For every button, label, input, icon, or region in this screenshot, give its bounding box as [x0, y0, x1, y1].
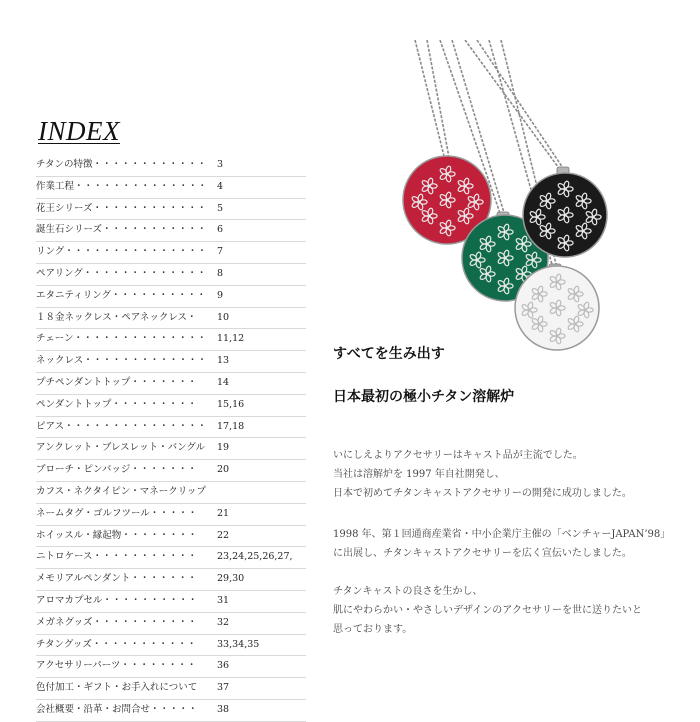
index-item	[36, 591, 306, 613]
index-item	[36, 482, 306, 504]
index-item-page: 33,34,35	[217, 638, 260, 650]
index-title: INDEX	[38, 116, 120, 146]
pendant	[515, 266, 599, 350]
index-item	[36, 308, 306, 330]
index-item-page: 23,24,25,26,27,	[217, 551, 293, 563]
index-item	[36, 155, 306, 177]
index-item-label: メモリアルペンダント・・・・・・・	[36, 573, 197, 585]
index-item-label: プチペンダントトップ・・・・・・・	[36, 376, 197, 388]
index-item-label: エタニティリング・・・・・・・・・・	[36, 289, 207, 301]
index-item-label: ネックレス・・・・・・・・・・・・・	[36, 355, 207, 367]
index-item-label: カフス・ネクタイピン・マネークリップ	[36, 485, 206, 497]
paragraph-line: に出展し、チタンキャストアクセサリーを広く宣伝いたしました。	[333, 548, 632, 559]
index-item	[36, 395, 306, 417]
index-item-page: 8	[217, 267, 224, 279]
index-item-label: チタンの特徴・・・・・・・・・・・・	[36, 159, 207, 170]
index-item-label: アクセサリーパーツ・・・・・・・・	[36, 660, 197, 672]
index-item	[36, 460, 306, 482]
index-item	[36, 177, 306, 199]
index-item-page: 31	[217, 594, 230, 606]
index-item-page: 7	[217, 246, 224, 258]
index-item-label: ピアス・・・・・・・・・・・・・・・	[36, 420, 207, 432]
index-item-label: メガネグッズ・・・・・・・・・・・	[36, 616, 198, 628]
index-item-label: ブローチ・ピンバッジ・・・・・・・	[36, 464, 197, 476]
index-item	[36, 504, 306, 526]
index-item-page: 22	[217, 529, 230, 541]
intro-paragraph-1	[333, 446, 632, 503]
paragraph-line: 1998 年、第１回通商産業省・中小企業庁主催の「ベンチャーJAPAN’98」	[333, 529, 671, 540]
index-item-page: 5	[217, 202, 224, 214]
paragraph-line: 日本で初めてチタンキャストアクセサリーの開発に成功しました。	[333, 488, 632, 499]
paragraph-line: 思っております。	[333, 624, 413, 635]
paragraph-line: 当社は溶解炉を 1997 年自社開発し、	[333, 469, 505, 480]
index-item	[36, 286, 306, 308]
index-item	[36, 613, 306, 635]
index-item-page: 11,12	[217, 333, 245, 345]
index-list	[36, 155, 306, 722]
index-item	[36, 526, 306, 548]
index-item	[36, 264, 306, 286]
index-item	[36, 199, 306, 221]
index-item-label: アロマカプセル・・・・・・・・・・	[36, 594, 198, 606]
pendant-photo	[385, 40, 665, 355]
intro-paragraph-3	[333, 582, 642, 639]
index-item-label: ペンダントトップ・・・・・・・・・	[36, 398, 197, 410]
index-item-label: 作業工程・・・・・・・・・・・・・・	[36, 180, 208, 192]
index-item-label: ニトロケース・・・・・・・・・・・	[36, 551, 198, 563]
pendant	[523, 173, 607, 257]
index-item-page: 21	[217, 507, 230, 519]
index-item-page: 14	[217, 376, 230, 388]
intro-paragraph-2	[333, 525, 670, 563]
index-item-page: 17,18	[217, 420, 245, 432]
headline-create-everything: すべてを生み出す	[333, 346, 445, 362]
index-item	[36, 373, 306, 395]
index-item-page: 15,16	[217, 398, 245, 410]
index-item	[36, 635, 306, 657]
index-item-label: 誕生石シリーズ・・・・・・・・・・・	[36, 224, 207, 236]
index-item-label: １８金ネックレス・ペアネックレス・	[36, 311, 197, 323]
index-item	[36, 438, 306, 460]
index-item-page: 13	[217, 355, 230, 367]
index-item-label: 色付加工・ギフト・お手入れについて	[36, 682, 198, 694]
index-item-label: ホイッスル・縁起物・・・・・・・・	[36, 529, 198, 541]
index-item	[36, 700, 306, 722]
index-item	[36, 678, 306, 700]
paragraph-line: チタンキャストの良さを生かし、	[333, 586, 483, 597]
index-item-page: 37	[217, 682, 230, 694]
index-item-page: 4	[217, 180, 224, 192]
index-item	[36, 242, 306, 264]
index-item-page: 32	[217, 616, 230, 628]
paragraph-line: 肌にやわらかい・やさしいデザインのアクセサリーを世に送りたいと	[333, 605, 642, 616]
index-item	[36, 417, 306, 439]
index-item	[36, 656, 306, 678]
index-item-label: ペアリング・・・・・・・・・・・・・	[36, 267, 207, 279]
paragraph-line: いにしえよりアクセサリーはキャスト品が主流でした。	[333, 450, 583, 461]
index-item-page: 10	[217, 311, 230, 323]
index-item	[36, 569, 306, 591]
index-item-label: 会社概要・沿革・お問合せ・・・・・	[36, 703, 198, 715]
index-item-label: チェーン・・・・・・・・・・・・・・	[36, 333, 207, 345]
index-item-page: 9	[217, 289, 224, 301]
index-item-label: チタングッズ・・・・・・・・・・・	[36, 638, 197, 650]
headline-titanium-furnace: 日本最初の極小チタン溶解炉	[333, 389, 515, 405]
index-item-page: 36	[217, 660, 230, 672]
index-item-label: 花王シリーズ・・・・・・・・・・・・	[36, 202, 207, 214]
index-item-label: アンクレット・ブレスレット・バングル	[36, 442, 206, 454]
index-item-page: 3	[217, 159, 224, 170]
index-item-label: ネームタグ・ゴルフツール・・・・・	[36, 507, 198, 519]
index-item-page: 20	[217, 464, 230, 476]
index-item-page: 19	[217, 442, 230, 454]
index-item	[36, 329, 306, 351]
index-item	[36, 547, 306, 569]
index-item-label: リング・・・・・・・・・・・・・・・	[36, 246, 207, 258]
index-item-page: 6	[217, 224, 224, 236]
index-item-page: 29,30	[217, 573, 245, 585]
index-item	[36, 351, 306, 373]
index-item	[36, 220, 306, 242]
index-item-page: 38	[217, 703, 230, 715]
